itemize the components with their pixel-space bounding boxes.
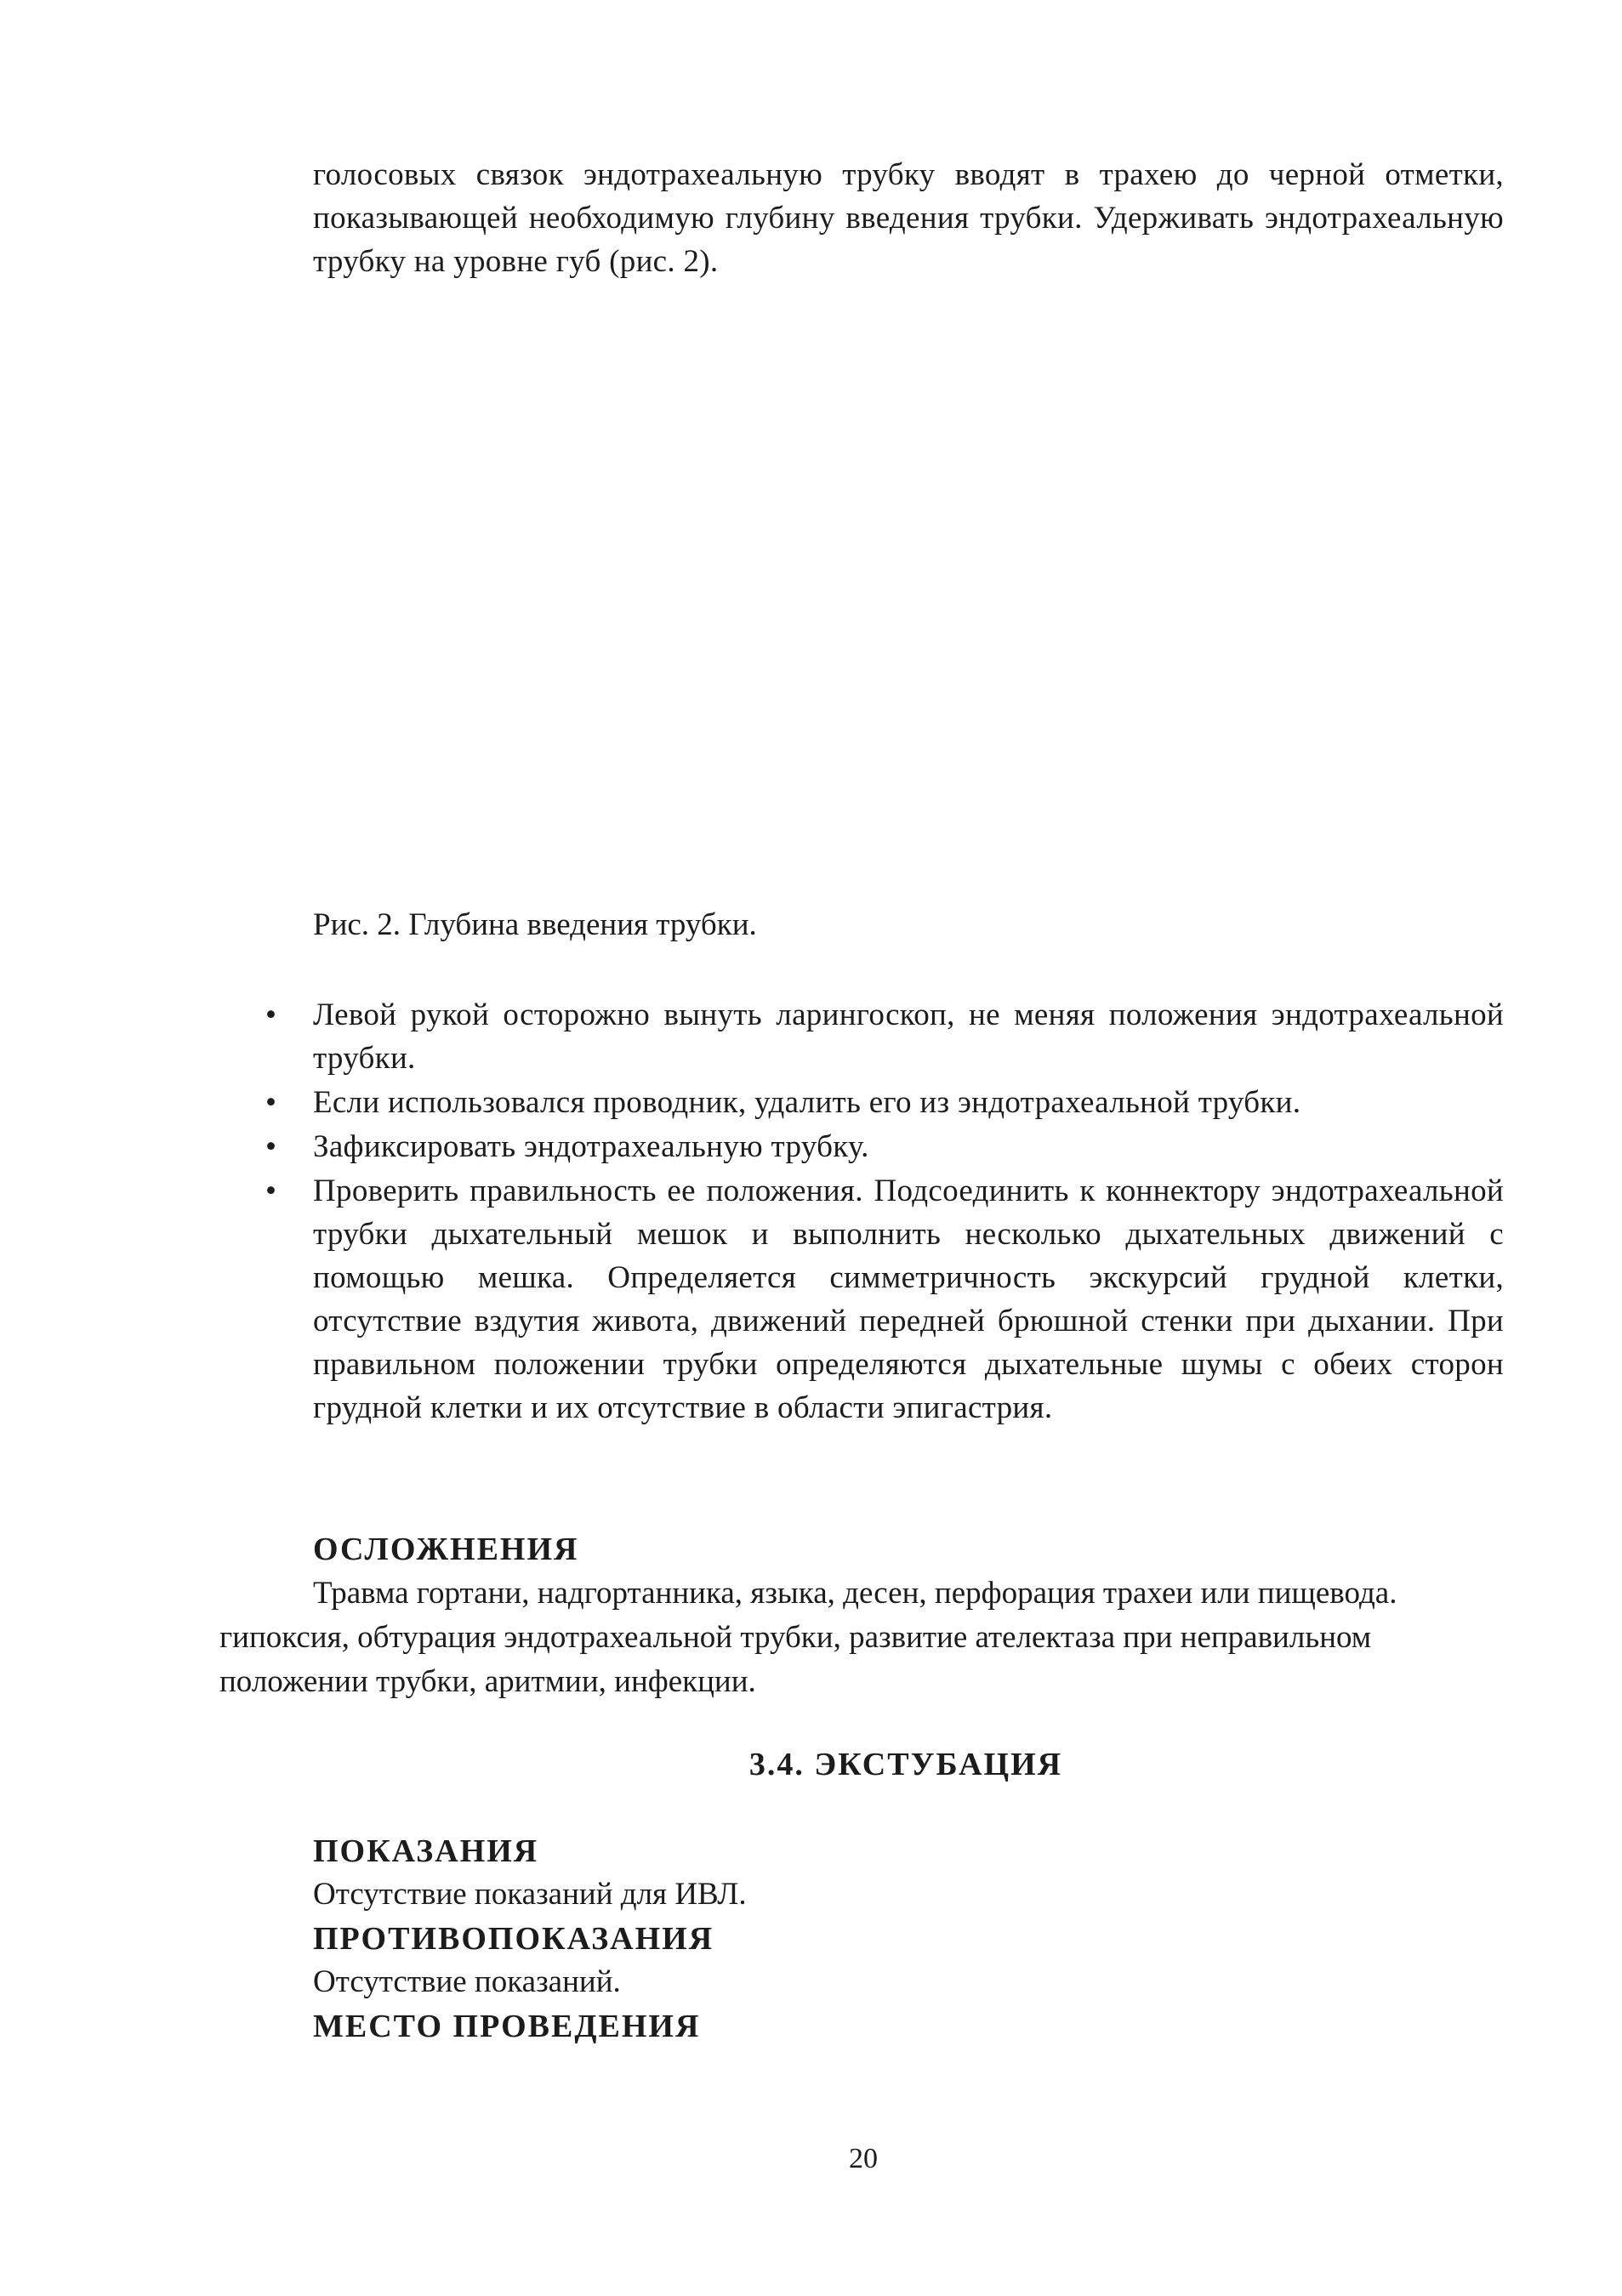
list-item [265,1125,1504,1168]
list-item-text: Левой рукой осторожно вынуть ларингоскоп, не меняя положения эндотрахеальной трубки. [313,997,1504,1076]
complications-heading: ОСЛОЖНЕНИЯ [313,1532,579,1567]
indications-heading: ПОКАЗАНИЯ [313,1833,539,1869]
bullet-icon: • [265,1085,277,1120]
bullet-icon: • [265,1174,277,1208]
bullet-icon: • [265,1129,277,1164]
bullet-icon: • [265,997,277,1032]
list-item-text: Проверить правильность ее положения. Подсоединить к коннектору эндотрахеальной трубки дыхательный мешок и выполнить несколько дыхательных движений с помощью мешка. Определяется симметричность экскурсий грудной клетки, отсутствие вздутия живота, движений передней брюшной стенки при дыхании. При правильном положении трубки определяются дыхательные шумы с обеих сторон грудной клетки и их отсутствие в области эпигастрия. [313,1174,1504,1425]
list-item [265,1169,1504,1429]
indications-text: Отсутствие показаний для ИВЛ. [313,1877,747,1912]
complications-paragraph: Травма гортани, надгортанника, языка, десен, перфорация трахеи или пищевода. гипоксия, обтурация эндотрахеальной трубки, развитие ателектаза при неправильном положении трубки, аритмии, инфекции. [219,1576,1397,1699]
figure-caption: Рис. 2. Глубина введения трубки. [313,907,757,942]
figure-placeholder [313,306,1504,884]
steps-list [265,993,1504,1430]
list-item-text: Если использовался проводник, удалить его из эндотрахеальной трубки. [313,1085,1301,1120]
contraindications-heading: ПРОТИВОПОКАЗАНИЯ [313,1921,714,1957]
intro-paragraph: голосовых связок эндотрахеальную трубку вводят в трахею до черной отметки, показывающей необходимую глубину введения трубки. Удерживать эндотрахеальную трубку на уровне губ (рис. 2). [313,157,1504,279]
contraindications-text: Отсутствие показаний. [313,1964,621,1999]
place-heading: МЕСТО ПРОВЕДЕНИЯ [313,2009,701,2044]
page-number: 20 [849,2143,878,2174]
list-item [265,993,1504,1080]
section-title: 3.4. ЭКСТУБАЦИЯ [748,1747,1063,1782]
list-item-text: Зафиксировать эндотрахеальную трубку. [313,1129,869,1164]
list-item [265,1081,1504,1124]
